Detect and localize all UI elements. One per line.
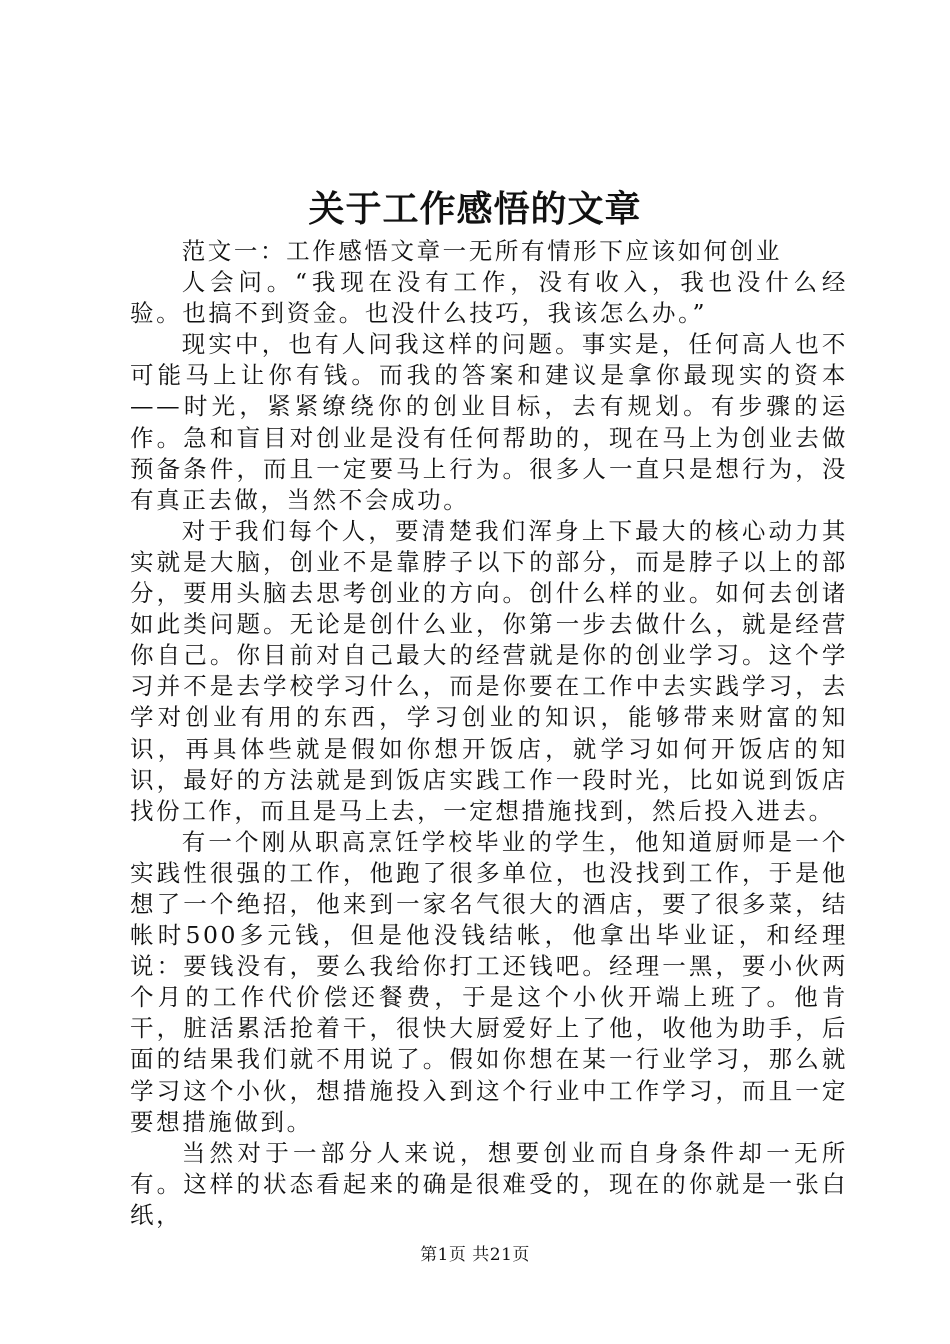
document-title: 关于工作感悟的文章	[308, 188, 642, 230]
paragraph: 现实中，也有人问我这样的问题。事实是，任何高人也不可能马上让你有钱。而我的答案和建议是拿你最现实的资本——时光，紧紧缭绕你的创业目标，去有规划。有步骤的运作。急和盲目对创业是没有任何帮助的，现在马上为创业去做预备条件，而且一定要马上行为。很多人一直只是想行为，没有真正去做，当然不会成功。	[130, 330, 848, 514]
document-body	[130, 236, 848, 1231]
paragraph: 人会问。“我现在没有工作，没有收入，我也没什么经验。也搞不到资金。也没什么技巧，我该怎么办。”	[130, 268, 848, 328]
page-footer: 第1页 共21页	[420, 1245, 530, 1265]
paragraph: 当然对于一部分人来说，想要创业而自身条件却一无所有。这样的状态看起来的确是很难受的，现在的你就是一张白纸，	[130, 1138, 848, 1229]
paragraph: 范文一：工作感悟文章一无所有情形下应该如何创业	[181, 237, 782, 265]
paragraph: 对于我们每个人，要清楚我们浑身上下最大的核心动力其实就是大脑，创业不是靠脖子以下的部分，而是脖子以上的部分，要用头脑去思考创业的方向。创什么样的业。如何去创诸如此类问题。无论是创什么业，你第一步去做什么，就是经营你自己。你目前对自己最大的经营就是你的创业学习。这个学习并不是去学校学习什么，而是你要在工作中去实践学习，去学对创业有用的东西，学习创业的知识，能够带来财富的知识，再具体些就是假如你想开饭店，就学习如何开饭店的知识，最好的方法就是到饭店实践工作一段时光，比如说到饭店找份工作，而且是马上去，一定想措施找到，然后投入进去。	[130, 516, 848, 825]
paragraph: 有一个刚从职高烹饪学校毕业的学生，他知道厨师是一个实践性很强的工作，他跑了很多单位，也没找到工作，于是他想了一个绝招，他来到一家名气很大的酒店，要了很多菜，结帐时500多元钱，但是他没钱结帐，他拿出毕业证，和经理说：要钱没有，要么我给你打工还钱吧。经理一黑，要小伙两个月的工作代价偿还餐费，于是这个小伙开端上班了。他肯干，脏活累活抢着干，很快大厨爱好上了他，收他为助手，后面的结果我们就不用说了。假如你想在某一行业学习，那么就学习这个小伙，想措施投入到这个行业中工作学习，而且一定要想措施做到。	[130, 827, 848, 1136]
